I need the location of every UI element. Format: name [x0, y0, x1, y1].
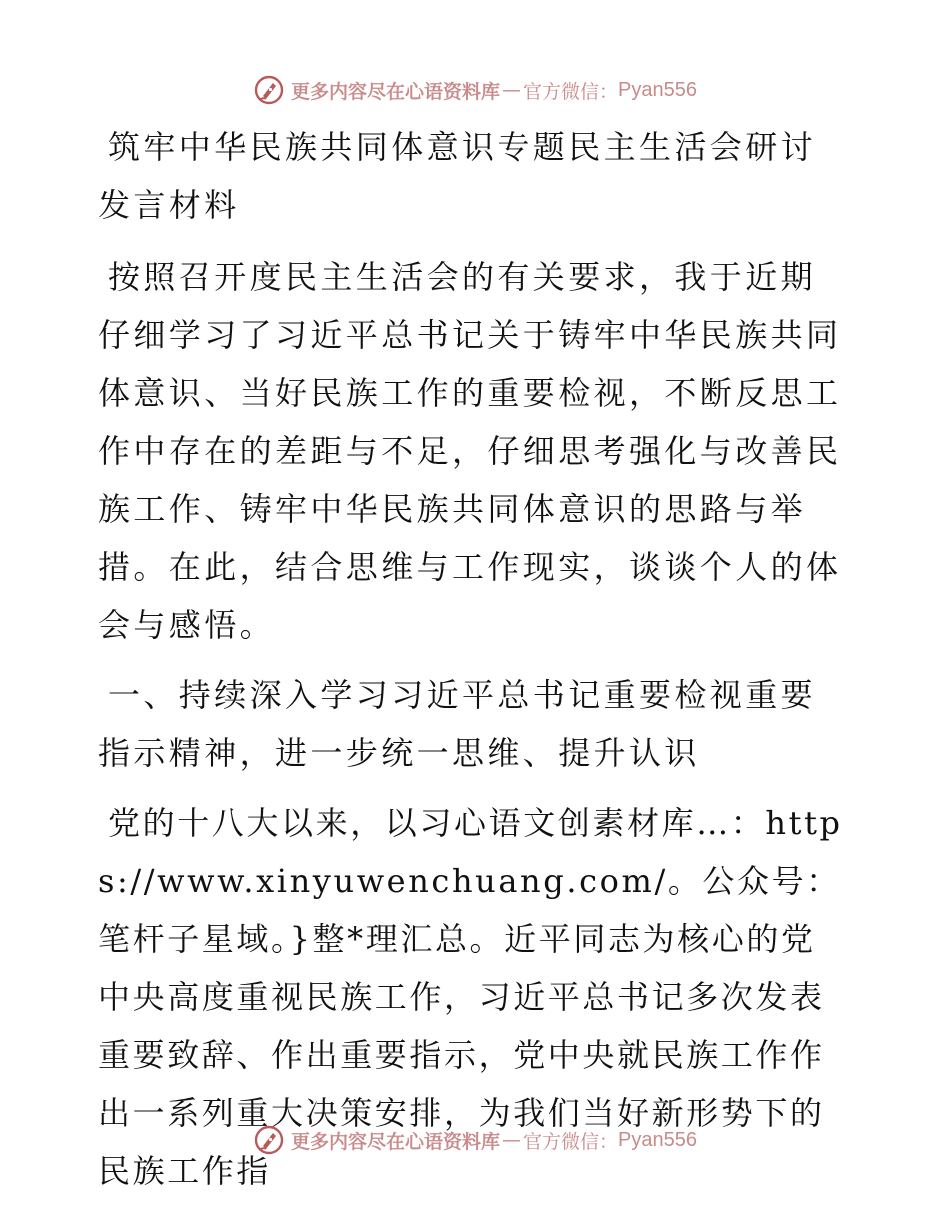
- watermark-wechat-id: Pyan556: [618, 1128, 697, 1151]
- watermark-site-text: 更多内容尽在心语资料库: [291, 1130, 501, 1153]
- watermark-footer: [0, 1118, 950, 1162]
- paragraph-url-link: https://www.xinyuwenchuang.com/: [98, 804, 843, 900]
- document-title: 筑牢中华民族共同体意识专题民主生活会研讨发言材料: [98, 128, 817, 224]
- watermark-site-text: 更多内容尽在心语资料库: [291, 80, 501, 103]
- paragraph-url-before: 党的十八大以来，以习心语文创素材库…：: [108, 804, 766, 842]
- paragraph-url-after: 。公众号：笔杆子星域。}整*理汇总。近平同志为核心的党中央高度重视民族工作，习近平总书记多次发表重要致辞、作出重要指示，党中央就民族工作作出一系列重大决策安排，为我们当好新形势下的民族工作指: [98, 862, 841, 1190]
- watermark-wechat-label: 官方微信：: [523, 1130, 619, 1153]
- pen-nib-seal-icon: [253, 74, 285, 106]
- document-body: [98, 118, 850, 1212]
- watermark-wechat-label: 官方微信：: [523, 80, 619, 103]
- watermark-dash: —: [502, 79, 522, 101]
- pen-nib-seal-icon: [253, 1124, 285, 1156]
- watermark-header: [0, 68, 950, 112]
- section-heading-1: 一、持续深入学习习近平总书记重要检视重要指示精神，进一步统一思维、提升认识: [98, 676, 817, 772]
- watermark-wechat-id: Pyan556: [618, 78, 697, 101]
- watermark-dash: —: [502, 1129, 522, 1151]
- paragraph-intro: 按照召开度民主生活会的有关要求，我于近期仔细学习了习近平总书记关于铸牢中华民族共同体意识、当好民族工作的重要检视，不断反思工作中存在的差距与不足，仔细思考强化与改善民族工作、铸牢中华民族共同体意识的思路与举措。在此，结合思维与工作现实，谈谈个人的体会与感悟。: [98, 258, 842, 644]
